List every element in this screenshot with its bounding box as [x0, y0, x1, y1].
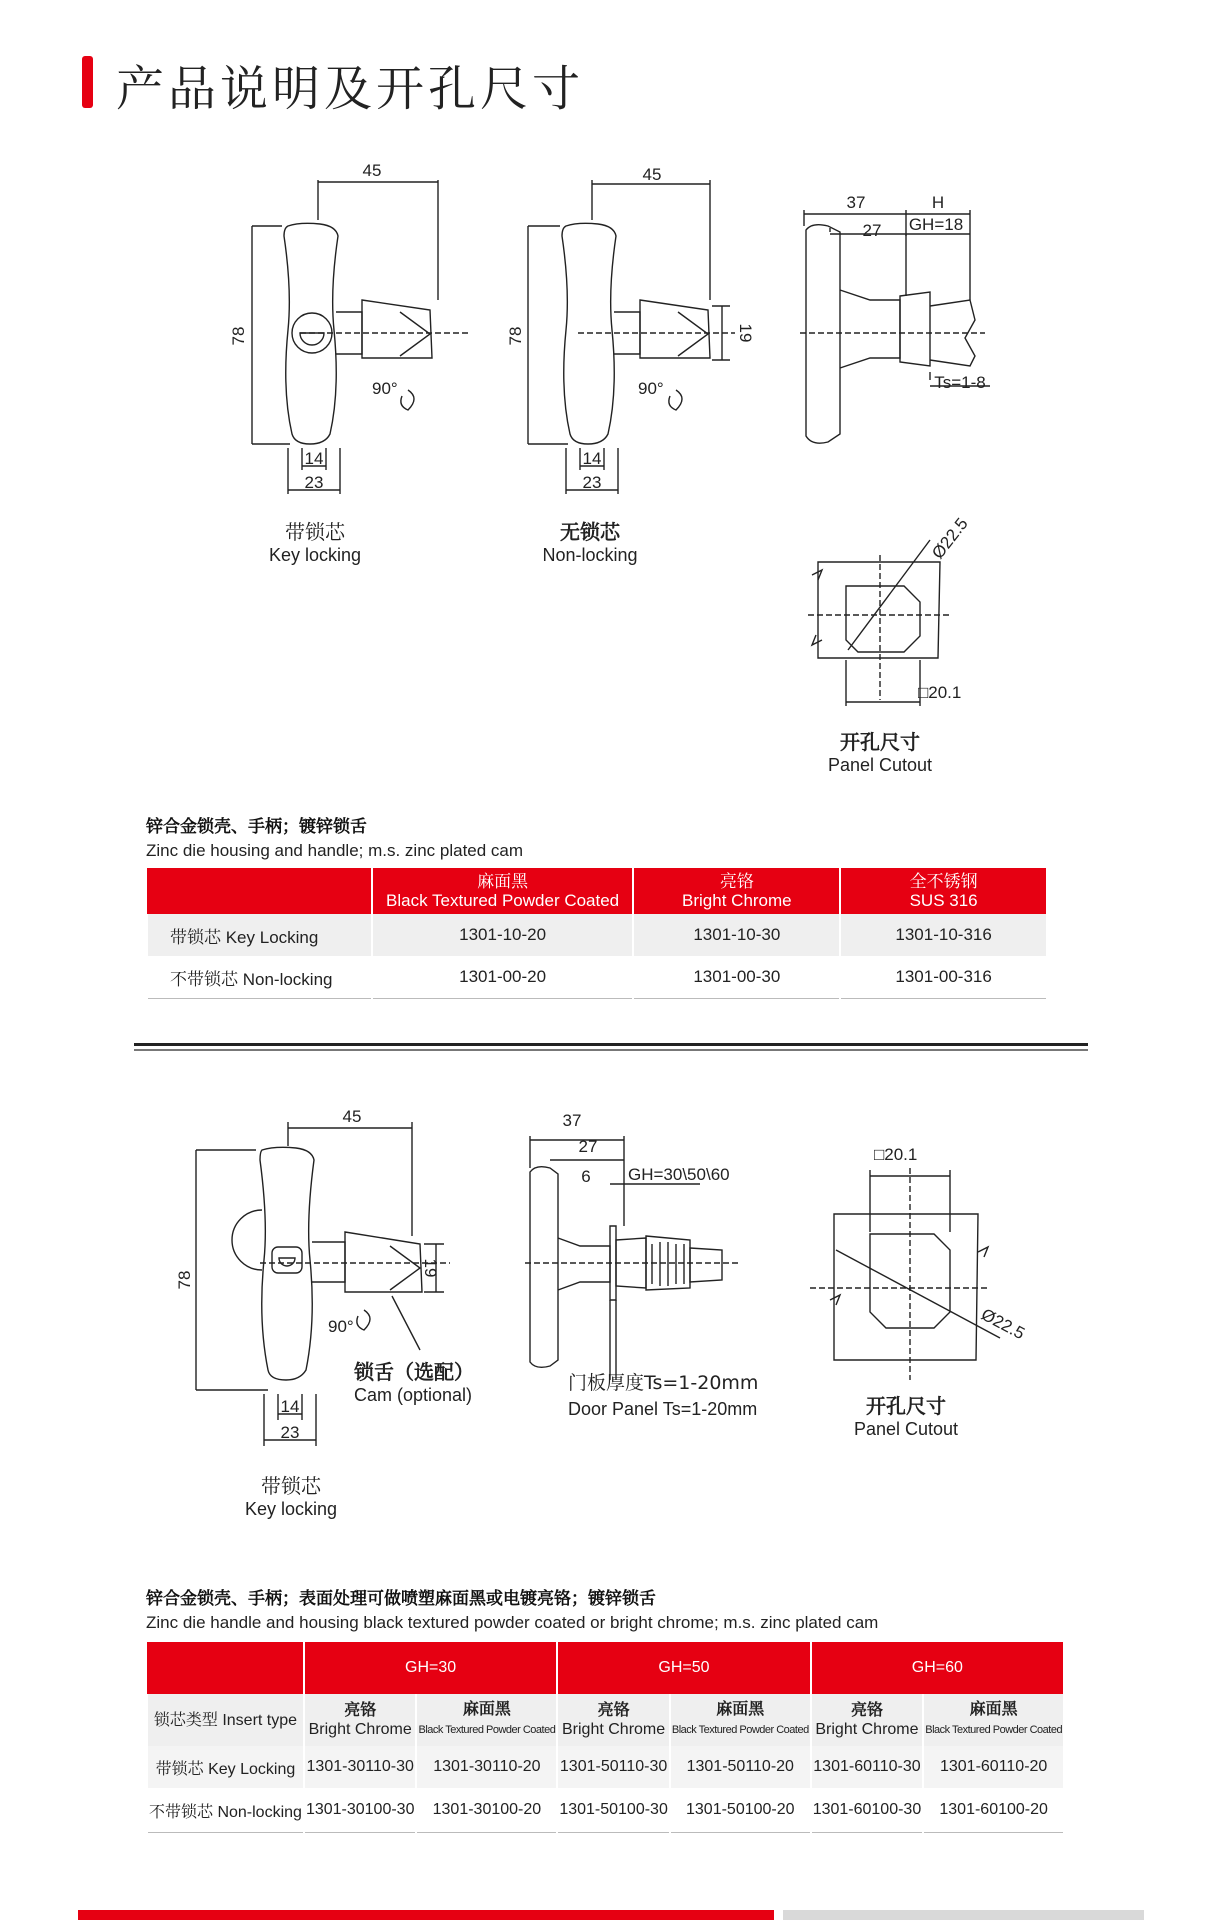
part-number: 1301-60110-20 [923, 1746, 1063, 1788]
bottom-dim-outer: 23 [280, 1423, 300, 1442]
finish-chrome: 亮铬 Bright Chrome [811, 1694, 924, 1746]
row-label: 不带锁芯 Non-locking [147, 956, 372, 999]
bottom-material-note: 锌合金锁壳、手柄；表面处理可做喷塑麻面黑或电镀亮铬；镀锌锁舌 Zinc die handle and housing black textured powder coated or bright chrome; m.s. zinc plated cam [146, 1589, 879, 1632]
insert-type-header: 锁芯类型 Insert type [147, 1694, 304, 1746]
bottom-cutout-square: □20.1 [874, 1145, 918, 1164]
footer-gray-bar [783, 1910, 1144, 1920]
side-dim-37: 37 [846, 193, 866, 212]
part-number: 1301-00-20 [372, 956, 634, 999]
row-label: 带锁芯 Key Locking [147, 914, 372, 956]
bottom-dim-width: 45 [342, 1107, 362, 1126]
finish-black: 麻面黑 Black Textured Powder Coated [670, 1694, 811, 1746]
part-number: 1301-10-20 [372, 914, 634, 956]
top-cutout-diameter: Ø22.5 [928, 514, 972, 563]
bottom-rotation: 90° [328, 1317, 354, 1336]
part-number: 1301-50110-20 [670, 1746, 811, 1788]
side-dim-ts: Ts=1-8 [934, 373, 986, 392]
part-number: 1301-00-316 [840, 956, 1046, 999]
part-number: 1301-30110-30 [304, 1746, 417, 1788]
t1-header-chrome: 亮铬 Bright Chrome [633, 868, 840, 914]
non-locking-label: 无锁芯 Non-locking [542, 520, 638, 565]
finish-chrome: 亮铬 Bright Chrome [557, 1694, 670, 1746]
nonkey-dim-cam: 19 [736, 323, 755, 343]
bottom-cutout-drawing [810, 1168, 1000, 1380]
side-dim-gh: GH=18 [908, 215, 964, 234]
finish-chrome: 亮铬 Bright Chrome [304, 1694, 417, 1746]
part-number: 1301-50110-30 [557, 1746, 670, 1788]
nonkey-dim-width: 45 [642, 165, 662, 184]
part-number: 1301-60110-30 [811, 1746, 924, 1788]
side-dim-27: 27 [862, 221, 882, 240]
bottom-cutout-diameter: Ø22.5 [978, 1304, 1028, 1344]
t1-header-sus: 全不锈钢 SUS 316 [840, 868, 1046, 914]
bottom-side-dim-27: 27 [578, 1137, 598, 1156]
table-row [147, 1788, 1063, 1833]
footer-accent-bar [78, 1910, 774, 1920]
part-number: 1301-30100-20 [416, 1788, 557, 1833]
part-number: 1301-50100-30 [557, 1788, 670, 1833]
bottom-dim-cam: 19 [421, 1258, 440, 1278]
part-number: 1301-50100-20 [670, 1788, 811, 1833]
t2-header-gh30: GH=30 [304, 1642, 557, 1694]
bottom-cutout-label: 开孔尺寸 Panel Cutout [853, 1394, 959, 1439]
t1-header-black: 麻面黑 Black Textured Powder Coated [372, 868, 634, 914]
key-dim-inner: 14 [304, 449, 324, 468]
bottom-key-locking-label: 带锁芯 Key locking [244, 1474, 338, 1519]
key-dim-outer: 23 [304, 473, 324, 492]
t2-header-gh50: GH=50 [557, 1642, 810, 1694]
finish-black: 麻面黑 Black Textured Powder Coated [416, 1694, 557, 1746]
side-dim-h: H [931, 193, 945, 212]
bottom-dim-inner: 14 [280, 1397, 300, 1416]
part-number: 1301-60100-30 [811, 1788, 924, 1833]
part-number: 1301-10-316 [840, 914, 1046, 956]
bottom-dim-height: 78 [175, 1270, 194, 1290]
t2-header-blank [147, 1642, 304, 1694]
top-material-note: 锌合金锁壳、手柄；镀锌锁舌 Zinc die housing and handle; m.s. zinc plated cam [146, 817, 524, 860]
key-dim-height: 78 [229, 326, 248, 346]
row-label: 不带锁芯 Non-locking [147, 1788, 304, 1833]
nonkey-rotation: 90° [638, 379, 664, 398]
key-locking-label: 带锁芯 Key locking [268, 520, 362, 565]
nonkey-dim-height: 78 [506, 326, 525, 346]
nonkey-dim-inner: 14 [582, 449, 602, 468]
part-number: 1301-30100-30 [304, 1788, 417, 1833]
bottom-part-number-table [146, 1642, 1063, 1833]
part-number: 1301-60100-20 [923, 1788, 1063, 1833]
t2-header-gh60: GH=60 [811, 1642, 1063, 1694]
nonkey-dim-outer: 23 [582, 473, 602, 492]
bottom-side-dim-gh: GH=30\50\60 [628, 1165, 730, 1184]
key-dim-width: 45 [362, 161, 382, 180]
top-cutout-square: □20.1 [918, 683, 962, 702]
table-row [147, 1746, 1063, 1788]
page-title: 产品说明及开孔尺寸 [116, 61, 585, 117]
bottom-side-dim-6: 6 [581, 1167, 591, 1186]
part-number: 1301-30110-20 [416, 1746, 557, 1788]
key-rotation: 90° [372, 379, 398, 398]
bottom-side-dim-37: 37 [562, 1111, 582, 1130]
top-cutout-label: 开孔尺寸 Panel Cutout [827, 730, 933, 775]
door-panel-label: 门板厚度Ts=1-20mm Door Panel Ts=1-20mm [568, 1372, 759, 1419]
part-number: 1301-00-30 [633, 956, 840, 999]
row-label: 带锁芯 Key Locking [147, 1746, 304, 1788]
part-number: 1301-10-30 [633, 914, 840, 956]
cam-optional-label: 锁舌（选配） Cam (optional) [354, 1360, 474, 1405]
finish-black: 麻面黑 Black Textured Powder Coated [923, 1694, 1063, 1746]
